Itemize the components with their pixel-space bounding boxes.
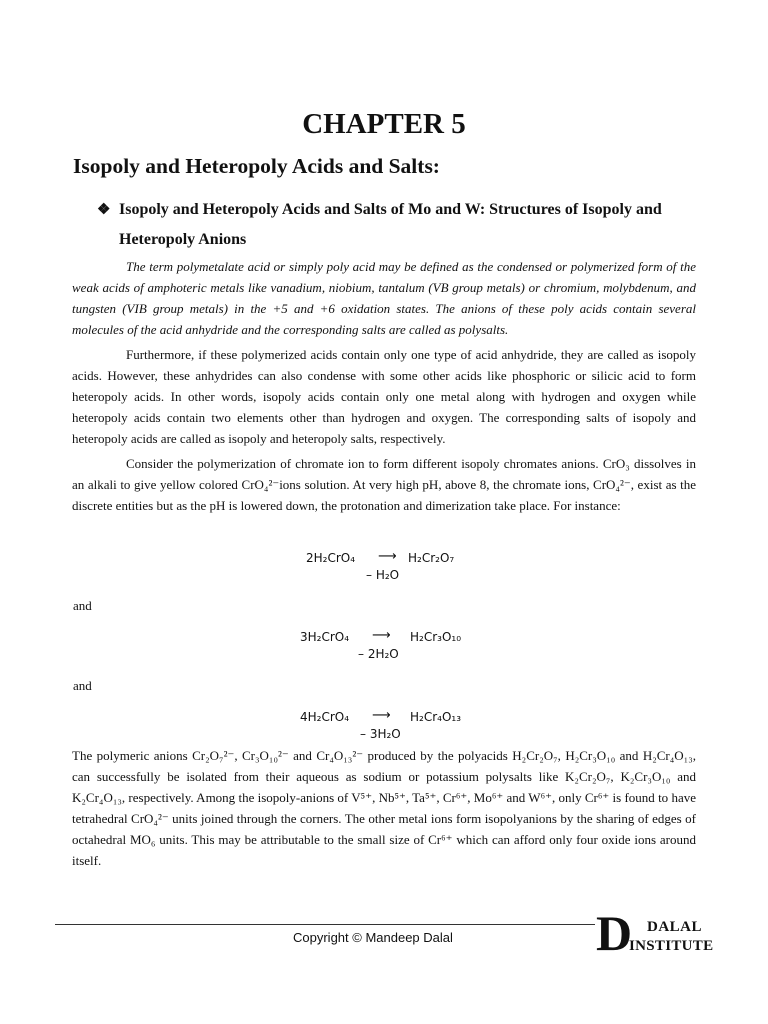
- equation-tetramer: [300, 710, 490, 744]
- reaction-arrow-icon: ⟶: [372, 708, 391, 723]
- paragraph-text: The term polymetalate acid or simply poly acid may be defined as the condensed or polymerized form of the weak acids of amphoteric metals like vanadium, niobium, tantalum (VB group metals) or chromium, molybdenum, and tungsten (VIB group metals) in the +5 and +6 oxidation states. The anions of these poly acids contain several molecules of the acid anhydride and the corresponding salts are called as polysalts.: [72, 259, 696, 337]
- dalal-institute-logo: [596, 905, 726, 961]
- equation-product: H₂Cr₃O₁₀: [410, 630, 462, 644]
- section-heading: Isopoly and Heteropoly Acids and Salts:: [73, 154, 440, 178]
- chapter-title: CHAPTER 5: [302, 108, 466, 140]
- paragraph-definition: [72, 256, 696, 340]
- copyright-notice: Copyright © Mandeep Dalal: [293, 930, 453, 945]
- paragraph-text: The polymeric anions Cr₂O₇²⁻, Cr₃O₁₀²⁻ and Cr₄O₁₃²⁻ produced by the polyacids H₂Cr₂O₇, H₂Cr₃O₁₀ and H₂Cr₄O₁₃, can successfully be isolated from their aqueous as sodium or potassium polysalts like K₂Cr₂O₇, K₂Cr₃O₁₀ and K₂Cr₄O₁₃, respectively. Among the isopoly-anions of V⁵⁺, Nb⁵⁺, Ta⁵⁺, Cr⁶⁺, Mo⁶⁺ and W⁶⁺, only Cr⁶⁺ is found to have tetrahedral CrO₄²⁻ units joined through the corners. The other metal ions form isopolyanions by the sharing of edges of octahedral MO₆ units. This may be attributable to the small size of Cr⁶⁺ which can afford only four oxide ions around itself.: [72, 748, 696, 868]
- sub-heading: [97, 195, 697, 255]
- equation-dimer: [306, 551, 486, 585]
- equation-condition: – H₂O: [366, 568, 400, 582]
- footer-divider: [55, 924, 595, 925]
- equation-product: H₂Cr₄O₁₃: [410, 710, 462, 724]
- paragraph-isopoly: [72, 344, 696, 449]
- diamond-bullet-icon: ❖: [97, 202, 111, 218]
- paragraph-polymeric-anions: [72, 745, 696, 871]
- logo-letter: D: [596, 905, 633, 961]
- reaction-arrow-icon: ⟶: [372, 628, 391, 643]
- connector-and: and: [73, 598, 92, 613]
- equation-trimer: [300, 630, 490, 664]
- logo-word-dalal: DALAL: [647, 919, 703, 935]
- paragraph-text: Consider the polymerization of chromate ion to form different isopoly chromates anions. CrO₃ dissolves in an alkali to give yellow colored CrO₄²⁻ions solution. At very high pH, above 8, the chromate ions, CrO₄²⁻, exist as the discrete entities but as the pH is lowered down, the protonation and dimerization take place. For instance:: [72, 456, 696, 513]
- paragraph-text: Furthermore, if these polymerized acids contain only one type of acid anhydride, they are called as isopoly acids. However, these anhydrides can also condense with some other acids like phosphoric or silicic acid to form heteropoly acids. In other words, isopoly acids contain only one metal along with hydrogen and oxygen while heteropoly acids contain two elements other than hydrogen and oxygen. The corresponding salts of isopoly and heteropoly acids are called as isopoly and heteropoly salts, respectively.: [72, 347, 696, 446]
- equation-reactant: 4H₂CrO₄: [300, 710, 350, 724]
- connector-and: and: [73, 678, 92, 693]
- equation-reactant: 2H₂CrO₄: [306, 551, 356, 565]
- equation-condition: – 2H₂O: [358, 647, 399, 661]
- reaction-arrow-icon: ⟶: [378, 549, 397, 564]
- equation-product: H₂Cr₂O₇: [408, 551, 455, 565]
- equation-reactant: 3H₂CrO₄: [300, 630, 350, 644]
- logo-word-institute: INSTITUTE: [629, 938, 714, 954]
- equation-condition: – 3H₂O: [360, 727, 401, 741]
- paragraph-chromate: [72, 453, 696, 516]
- sub-heading-text: Isopoly and Heteropoly Acids and Salts of Mo and W: Structures of Isopoly and Heteropoly Anions: [119, 201, 662, 248]
